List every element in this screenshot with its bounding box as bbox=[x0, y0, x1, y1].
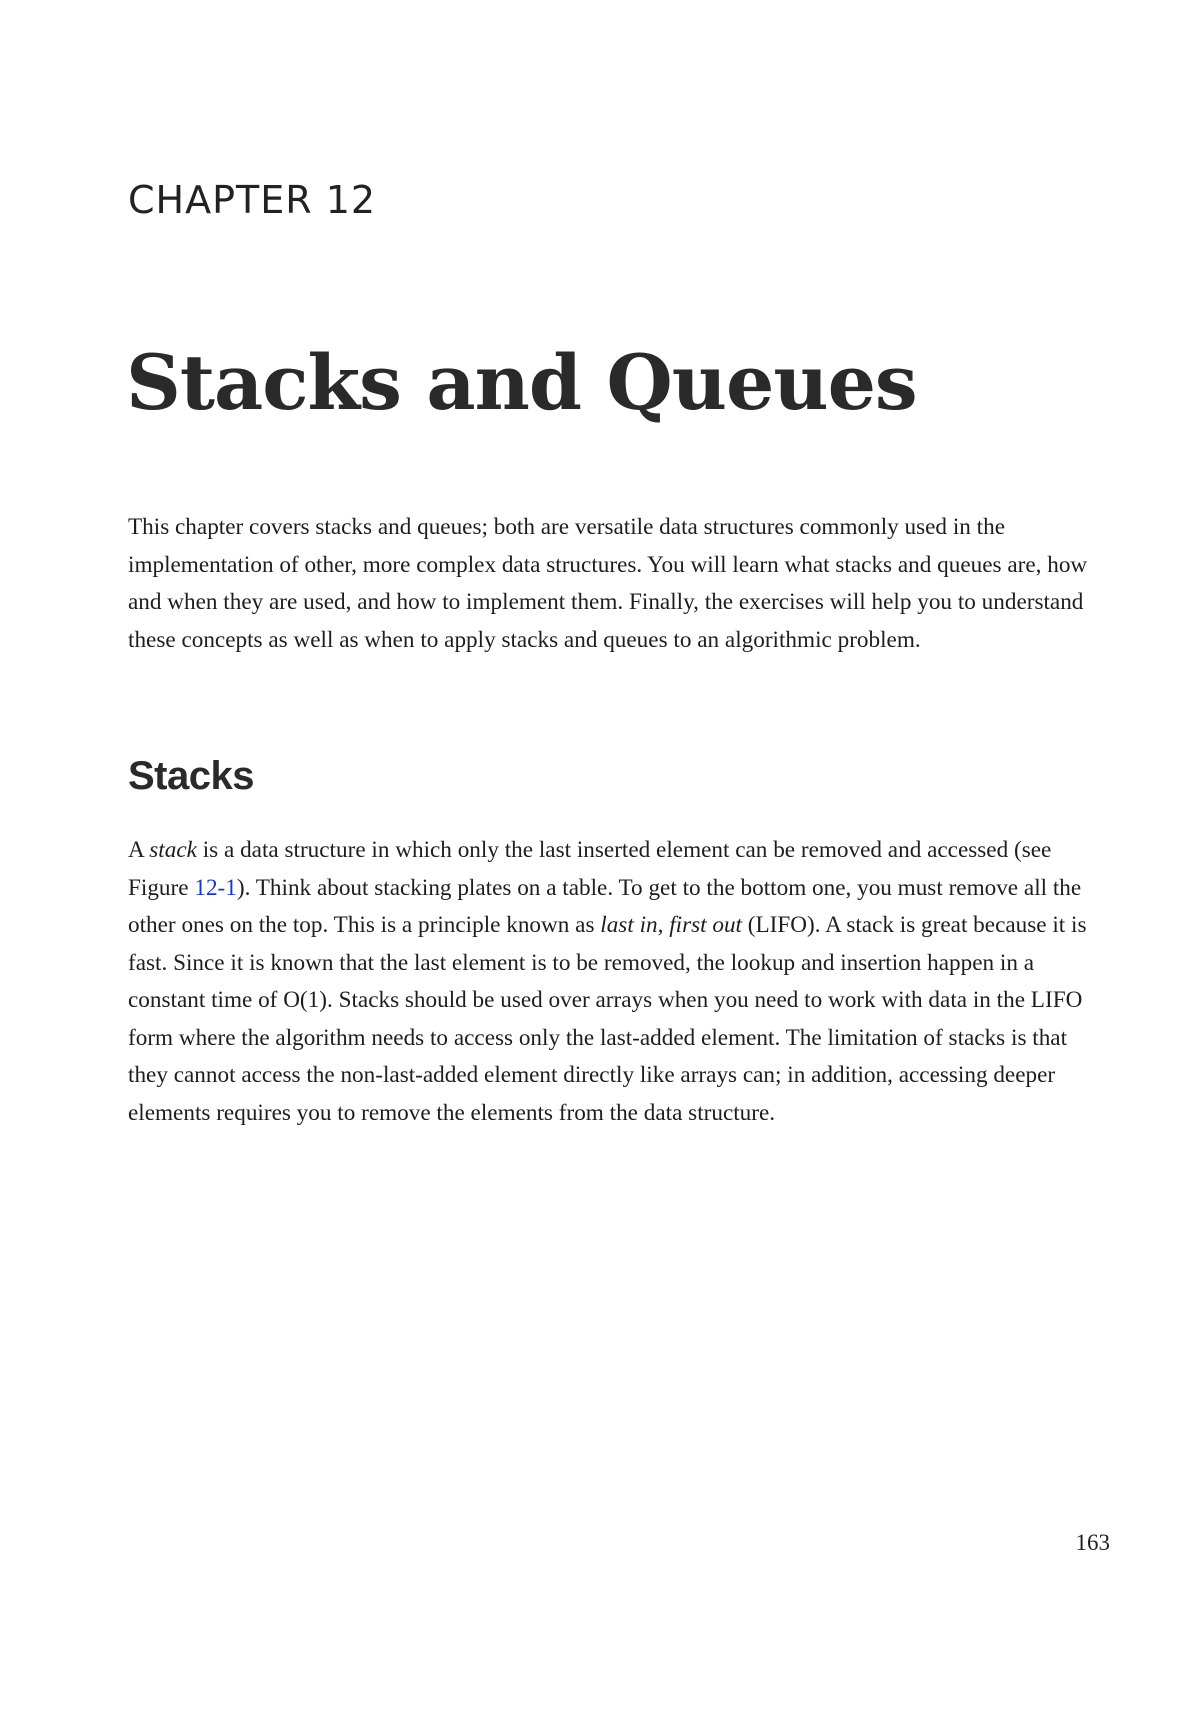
text-run: A bbox=[128, 837, 150, 863]
text-run: is a data structure in which only the last inserted element can be removed and accessed (see Figure bbox=[128, 837, 1052, 901]
section-heading-stacks: Stacks bbox=[128, 754, 254, 798]
text-run: ). Think about stacking plates on a table. To get to the bottom one, you must remove all the other ones on the top. This is a principle known as bbox=[128, 874, 1082, 938]
term-stack: stack bbox=[149, 837, 197, 863]
chapter-title: Stacks and Queues bbox=[126, 338, 917, 427]
term-lifo: last in, first out bbox=[600, 912, 742, 938]
intro-paragraph: This chapter covers stacks and queues; both are versatile data structures commonly used in the implementation of other, more complex data structures. You will learn what stacks and queues are, how and when they are used, and how to implement them. Finally, the exercises will help you to understand these concepts as well as when to apply stacks and queues to an algorithmic problem. bbox=[128, 514, 1088, 653]
page-number: 163 bbox=[1075, 1530, 1110, 1555]
figure-12-1-link[interactable]: 12-1 bbox=[194, 874, 237, 901]
text-run: (LIFO). A stack is great because it is fast. Since it is known that the last element is to be removed, the lookup and insertion happen in a constant time of O(1). Stacks should be used over arrays when you need to work with data in the LIFO form where the algorithm needs to access only the last-added element. The limitation of stacks is that they cannot access the non-last-added element directly like arrays can; in addition, accessing deeper elements requires you to remove the elements from the data structure. bbox=[128, 912, 1087, 1126]
chapter-label: CHAPTER 12 bbox=[128, 178, 377, 222]
stacks-paragraph bbox=[128, 832, 1088, 1132]
